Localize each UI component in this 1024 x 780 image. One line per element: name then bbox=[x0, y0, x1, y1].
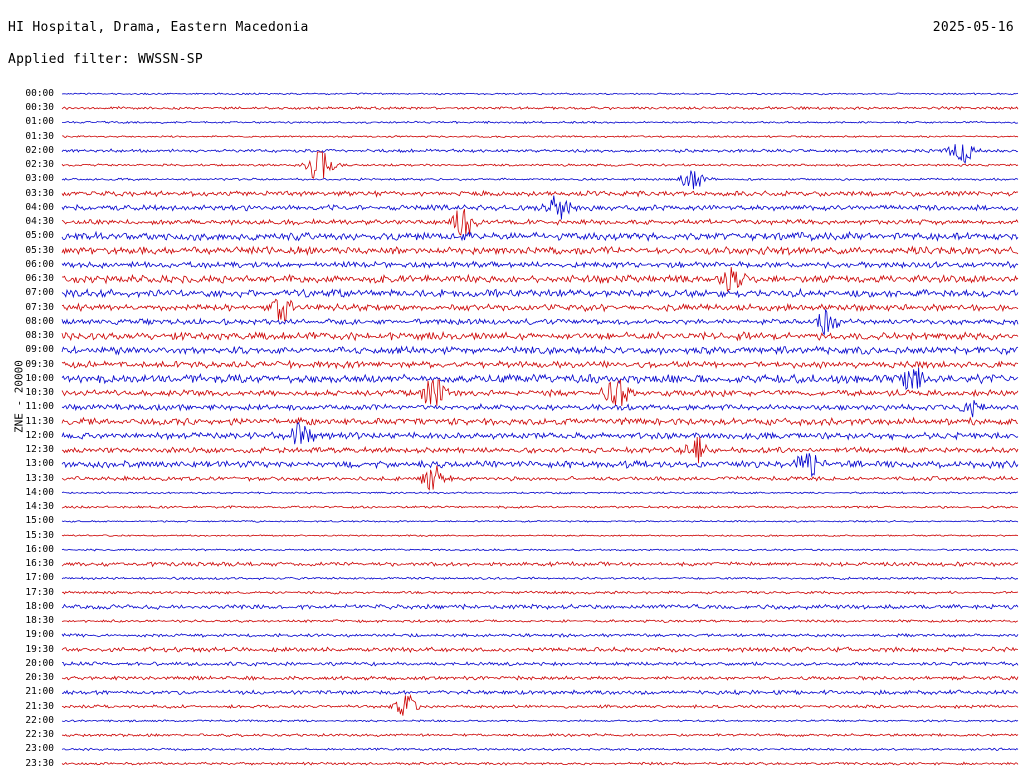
time-tick-label: 14:30 bbox=[25, 501, 54, 513]
trace-line bbox=[62, 591, 1018, 594]
trace-line bbox=[62, 152, 1018, 178]
trace-line bbox=[62, 400, 1018, 417]
trace-line bbox=[62, 562, 1018, 567]
time-tick-label: 20:30 bbox=[25, 672, 54, 684]
trace-line bbox=[62, 634, 1018, 638]
trace-line bbox=[62, 289, 1018, 297]
time-tick-label: 11:30 bbox=[25, 415, 54, 427]
trace-line bbox=[62, 247, 1018, 255]
trace-line bbox=[62, 690, 1018, 694]
time-tick-label: 04:00 bbox=[25, 201, 54, 213]
trace-line bbox=[62, 577, 1018, 580]
trace-line bbox=[62, 121, 1018, 123]
trace-line bbox=[62, 347, 1018, 355]
trace-line bbox=[62, 262, 1018, 269]
time-tick-label: 02:30 bbox=[25, 159, 54, 171]
trace-line bbox=[62, 144, 1018, 163]
trace-line bbox=[62, 748, 1018, 751]
time-tick-label: 23:00 bbox=[25, 743, 54, 755]
time-tick-label: 04:30 bbox=[25, 216, 54, 228]
time-tick-label: 22:30 bbox=[25, 729, 54, 741]
time-tick-label: 03:00 bbox=[25, 173, 54, 185]
time-tick-label: 07:00 bbox=[25, 287, 54, 299]
time-tick-label: 12:00 bbox=[25, 429, 54, 441]
trace-line bbox=[62, 171, 1018, 190]
time-tick-label: 10:30 bbox=[25, 387, 54, 399]
trace-line bbox=[62, 332, 1018, 340]
time-tick-label: 13:00 bbox=[25, 458, 54, 470]
record-date: 2025-05-16 bbox=[932, 20, 1014, 35]
time-tick-label: 19:30 bbox=[25, 643, 54, 655]
time-tick-label: 18:00 bbox=[25, 600, 54, 612]
time-tick-label: 01:30 bbox=[25, 130, 54, 142]
time-tick-label: 00:30 bbox=[25, 102, 54, 114]
trace-line bbox=[62, 466, 1018, 490]
helicorder-plot bbox=[0, 78, 1024, 778]
time-tick-label: 15:00 bbox=[25, 515, 54, 527]
time-tick-label: 20:00 bbox=[25, 657, 54, 669]
trace-line bbox=[62, 309, 1018, 335]
time-tick-label: 12:30 bbox=[25, 444, 54, 456]
time-tick-label: 10:00 bbox=[25, 372, 54, 384]
trace-line bbox=[62, 418, 1018, 425]
time-tick-label: 05:00 bbox=[25, 230, 54, 242]
time-tick-label: 14:00 bbox=[25, 486, 54, 498]
trace-line bbox=[62, 720, 1018, 722]
trace-line bbox=[62, 196, 1018, 220]
time-tick-label: 06:00 bbox=[25, 258, 54, 270]
trace-line bbox=[62, 734, 1018, 737]
trace-line bbox=[62, 662, 1018, 666]
trace-line bbox=[62, 107, 1018, 110]
trace-line bbox=[62, 136, 1018, 138]
trace-line bbox=[62, 361, 1018, 368]
trace-line bbox=[62, 267, 1018, 291]
time-tick-label: 21:00 bbox=[25, 686, 54, 698]
trace-line bbox=[62, 676, 1018, 680]
trace-line bbox=[62, 232, 1018, 241]
time-tick-label: 23:30 bbox=[25, 757, 54, 769]
trace-canvas bbox=[0, 78, 1024, 778]
time-tick-label: 09:30 bbox=[25, 358, 54, 370]
time-tick-label: 06:30 bbox=[25, 273, 54, 285]
trace-line bbox=[62, 535, 1018, 537]
time-tick-label: 21:30 bbox=[25, 700, 54, 712]
time-tick-label: 18:30 bbox=[25, 615, 54, 627]
trace-line bbox=[62, 620, 1018, 623]
trace-line bbox=[62, 647, 1018, 652]
trace-line bbox=[62, 762, 1018, 765]
time-tick-label: 08:30 bbox=[25, 330, 54, 342]
y-axis-label: ZNE - 20000 bbox=[12, 360, 26, 433]
time-tick-label: 01:00 bbox=[25, 116, 54, 128]
time-tick-label: 05:30 bbox=[25, 244, 54, 256]
trace-line bbox=[62, 368, 1018, 390]
trace-line bbox=[62, 549, 1018, 551]
time-tick-label: 16:30 bbox=[25, 558, 54, 570]
time-tick-label: 19:00 bbox=[25, 629, 54, 641]
time-tick-label: 07:30 bbox=[25, 301, 54, 313]
trace-line bbox=[62, 453, 1018, 476]
time-tick-label: 00:00 bbox=[25, 87, 54, 99]
time-tick-label: 16:00 bbox=[25, 543, 54, 555]
time-tick-label: 09:00 bbox=[25, 344, 54, 356]
trace-line bbox=[62, 437, 1018, 463]
time-tick-label: 03:30 bbox=[25, 187, 54, 199]
trace-line bbox=[62, 506, 1018, 509]
trace-line bbox=[62, 423, 1018, 445]
time-tick-label: 17:30 bbox=[25, 586, 54, 598]
applied-filter-label: Applied filter: WWSSN-SP bbox=[8, 52, 204, 67]
time-tick-label: 22:00 bbox=[25, 714, 54, 726]
trace-line bbox=[62, 695, 1018, 715]
trace-line bbox=[62, 380, 1018, 406]
time-tick-label: 15:30 bbox=[25, 529, 54, 541]
trace-line bbox=[62, 191, 1018, 197]
time-tick-label: 02:00 bbox=[25, 144, 54, 156]
trace-line bbox=[62, 209, 1018, 235]
trace-line bbox=[62, 299, 1018, 320]
time-tick-label: 13:30 bbox=[25, 472, 54, 484]
trace-line bbox=[62, 520, 1018, 522]
trace-line bbox=[62, 93, 1018, 95]
time-tick-label: 17:00 bbox=[25, 572, 54, 584]
trace-line bbox=[62, 492, 1018, 494]
page-title: HI Hospital, Drama, Eastern Macedonia bbox=[8, 20, 309, 35]
time-tick-label: 08:00 bbox=[25, 315, 54, 327]
trace-line bbox=[62, 604, 1018, 609]
time-tick-label: 11:00 bbox=[25, 401, 54, 413]
